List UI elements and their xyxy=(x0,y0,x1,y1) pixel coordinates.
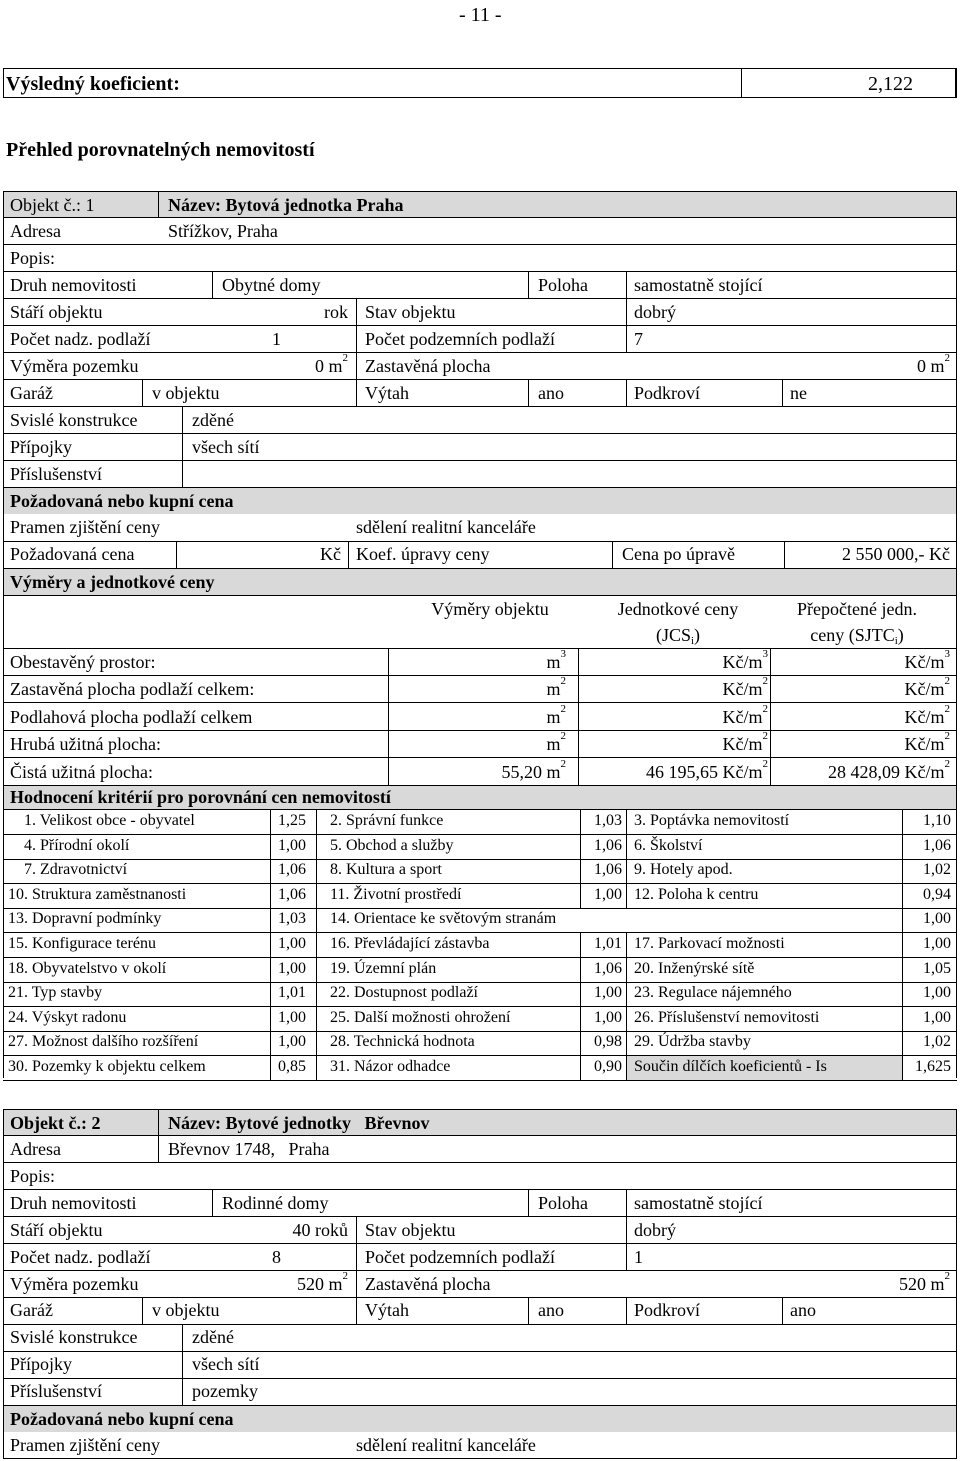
krit-label: 4. Přírodní okolí xyxy=(24,837,130,854)
stav-label: Stav objektu xyxy=(365,302,456,322)
krit-label: 7. Zdravotnictví xyxy=(24,861,128,878)
vymery-row-area: $m^2$ xyxy=(546,730,566,754)
prisl-label: Příslušenství xyxy=(10,464,103,484)
nadz-value: 1 xyxy=(272,329,281,349)
podz-value: 7 xyxy=(634,329,643,349)
krit-label: 26. Příslušenství nemovitosti xyxy=(634,1009,820,1026)
krit-label: 9. Hotely apod. xyxy=(634,861,733,878)
krit-label: 20. Inženýrské sítě xyxy=(634,960,755,977)
pripojky-label: Přípojky xyxy=(10,437,73,457)
podkrovi-value: ne xyxy=(790,383,807,403)
poloha-label: Poloha xyxy=(538,275,589,295)
pozemek-value: 0 $m^2$ xyxy=(314,352,348,376)
podz2-label: Počet podzemních podlaží xyxy=(365,1247,555,1267)
krit-value: 1,03 xyxy=(278,910,306,927)
krit-label: 5. Obchod a služby xyxy=(330,837,454,854)
pripojky2-label: Přípojky xyxy=(10,1354,73,1374)
krit-label: 1. Velikost obce - obyvatel xyxy=(24,812,195,829)
krit-value: 1,06 xyxy=(278,861,306,878)
poloha-value: samostatně stojící xyxy=(634,275,763,295)
cena-head: Požadovaná nebo kupní cena xyxy=(10,491,234,511)
druh-value: Obytné domy xyxy=(222,275,321,295)
krit-label: 19. Územní plán xyxy=(330,960,437,977)
krit-label: 30. Pozemky k objektu celkem xyxy=(8,1058,206,1075)
krit-value: 0,94 xyxy=(923,886,951,903)
krit-value: 0,98 xyxy=(594,1033,622,1050)
page-number: - 11 - xyxy=(459,4,502,26)
stari-value: rok xyxy=(324,302,348,322)
poloha2-label: Poloha xyxy=(538,1193,589,1213)
krit-label: 14. Orientace ke světovým stranám xyxy=(330,910,557,927)
pramen2-value: sdělení realitní kanceláře xyxy=(356,1435,536,1455)
svisle-value: zděné xyxy=(192,410,234,430)
krit-label: 3. Poptávka nemovitostí xyxy=(634,812,790,829)
krit-value: 1,06 xyxy=(923,837,951,854)
podkrovi-label: Podkroví xyxy=(634,383,701,403)
vymery-row-sjtc: $Kč/m^2$ xyxy=(904,675,950,699)
pramen-label: Pramen zjištění ceny xyxy=(10,517,160,537)
krit-value: 1,02 xyxy=(923,1033,951,1050)
krit-value: 1,00 xyxy=(278,935,306,952)
krit-value: 1,00 xyxy=(278,1033,306,1050)
object-1-name: Název: Bytová jednotka Praha xyxy=(168,195,404,215)
pozemek2-label: Výměra pozemku xyxy=(10,1274,139,1294)
kc-unit: Kč xyxy=(320,544,341,564)
object-2-header xyxy=(3,1109,957,1135)
krit-value: 1,01 xyxy=(594,935,622,952)
vytah-label: Výtah xyxy=(365,383,409,403)
po-uprave-label: Cena po úpravě xyxy=(622,544,735,564)
krit-value: 1,00 xyxy=(278,1009,306,1026)
krit-label: 25. Další možnosti ohrožení xyxy=(330,1009,511,1026)
krit-value: 1,00 xyxy=(923,984,951,1001)
col-pj-1: Přepočtené jedn. xyxy=(797,599,917,619)
vytah2-value: ano xyxy=(538,1300,564,1320)
zastav-value: 0 $m^2$ xyxy=(916,352,950,376)
krit-label: 23. Regulace nájemného xyxy=(634,984,792,1001)
vymery-row-jcs: 46 195,65 $Kč/m^2$ xyxy=(646,758,768,782)
krit-value: 0,90 xyxy=(594,1058,622,1075)
prisl2-label: Příslušenství xyxy=(10,1381,103,1401)
popis2-label: Popis: xyxy=(10,1166,56,1186)
garaz2-value: v objektu xyxy=(152,1300,220,1320)
krit-value: 1,03 xyxy=(594,812,622,829)
krit-value: 1,00 xyxy=(923,1009,951,1026)
pozemek-label: Výměra pozemku xyxy=(10,356,139,376)
vymery-row-sjtc: $Kč/m^3$ xyxy=(904,648,950,672)
krit-label: 31. Názor odhadce xyxy=(330,1058,451,1075)
vytah-value: ano xyxy=(538,383,564,403)
col-jc-1: Jednotkové ceny xyxy=(617,599,739,619)
krit-value: 1,00 xyxy=(594,1009,622,1026)
svisle-label: Svislé konstrukce xyxy=(10,410,138,430)
vymery-row-label: Obestavěný prostor: xyxy=(10,652,156,672)
col-jc-2: $(JCS_i)$ xyxy=(655,625,701,647)
object-2-number: Objekt č.: 2 xyxy=(10,1113,101,1133)
vymery-row-jcs: $Kč/m^3$ xyxy=(722,648,768,672)
podkrovi2-value: ano xyxy=(790,1300,816,1320)
vymery-row-area: $m^2$ xyxy=(546,675,566,699)
adresa2-label: Adresa xyxy=(10,1139,61,1159)
podz2-value: 1 xyxy=(634,1247,643,1267)
stari2-label: Stáří objektu xyxy=(10,1220,103,1240)
krit-value: 1,06 xyxy=(594,837,622,854)
stav-value: dobrý xyxy=(634,302,676,322)
result-value: 2,122 xyxy=(868,73,913,95)
pozad-label: Požadovaná cena xyxy=(10,544,135,564)
krit-value: 1,00 xyxy=(278,837,306,854)
krit-label: 28. Technická hodnota xyxy=(330,1033,475,1050)
stari-label: Stáří objektu xyxy=(10,302,103,322)
pripojky-value: všech sítí xyxy=(192,437,260,457)
popis-label: Popis: xyxy=(10,248,56,268)
zastav-label: Zastavěná plocha xyxy=(365,356,491,376)
result-label: Výsledný koeficient: xyxy=(6,73,180,95)
object-1-header xyxy=(3,191,957,217)
vymery-row-jcs: $Kč/m^2$ xyxy=(722,703,768,727)
pramen-value: sdělení realitní kanceláře xyxy=(356,517,536,537)
vymery-row-sjtc: $Kč/m^2$ xyxy=(904,730,950,754)
krit-value: 1,00 xyxy=(594,886,622,903)
krit-head: Hodnocení kritérií pro porovnání cen nemovitostí xyxy=(10,787,391,807)
krit-label: 8. Kultura a sport xyxy=(330,861,442,878)
garaz-value: v objektu xyxy=(152,383,220,403)
krit-value: 1,00 xyxy=(923,935,951,952)
adresa2-value: Břevnov 1748, Praha xyxy=(168,1139,330,1159)
vymery-row-sjtc: $Kč/m^2$ xyxy=(904,703,950,727)
vymery-row-label: Podlahová plocha podlaží celkem xyxy=(10,707,253,727)
krit-label: Součin dílčích koeficientů - Is xyxy=(634,1058,827,1075)
krit-label: 10. Struktura zaměstnanosti xyxy=(8,886,187,903)
vymery-row-label: Zastavěná plocha podlaží celkem: xyxy=(10,679,255,699)
krit-label: 16. Převládající zástavba xyxy=(330,935,490,952)
druh-label: Druh nemovitosti xyxy=(10,275,137,295)
krit-label: 11. Životní prostředí xyxy=(330,886,462,903)
col-pj-2: ceny $(SJTC_i)$ xyxy=(810,625,904,647)
krit-label: 27. Možnost dalšího rozšíření xyxy=(8,1033,199,1050)
vymery-row-area: $m^3$ xyxy=(546,648,566,672)
vymery-row-label: Čistá užitná plocha: xyxy=(10,762,153,782)
stav2-value: dobrý xyxy=(634,1220,676,1240)
krit-value: 1,625 xyxy=(915,1058,951,1075)
stav2-label: Stav objektu xyxy=(365,1220,456,1240)
stari2-value: 40 roků xyxy=(292,1220,348,1240)
podz-label: Počet podzemních podlaží xyxy=(365,329,555,349)
svisle2-value: zděné xyxy=(192,1327,234,1347)
krit-label: 12. Poloha k centru xyxy=(634,886,759,903)
krit-label: 13. Dopravní podmínky xyxy=(8,910,162,927)
pozemek2-value: 520 $m^2$ xyxy=(296,1270,348,1294)
koef-label: Koef. úpravy ceny xyxy=(356,544,490,564)
object-1-number: Objekt č.: 1 xyxy=(10,195,95,215)
garaz-label: Garáž xyxy=(10,383,53,403)
col-vymery: Výměry objektu xyxy=(431,599,549,619)
garaz2-label: Garáž xyxy=(10,1300,53,1320)
vymery-row-area: $m^2$ xyxy=(546,703,566,727)
pripojky2-value: všech sítí xyxy=(192,1354,260,1374)
krit-value: 1,06 xyxy=(594,960,622,977)
prisl2-value: pozemky xyxy=(192,1381,258,1401)
krit-label: 22. Dostupnost podlaží xyxy=(330,984,478,1001)
adresa-value: Střížkov, Praha xyxy=(168,221,278,241)
druh2-label: Druh nemovitosti xyxy=(10,1193,137,1213)
nadz-label: Počet nadz. podlaží xyxy=(10,329,151,349)
krit-label: 29. Údržba stavby xyxy=(634,1033,751,1050)
druh2-value: Rodinné domy xyxy=(222,1193,329,1213)
krit-value: 1,10 xyxy=(923,812,951,829)
vymery-row-area: 55,20 $m^2$ xyxy=(501,758,566,782)
po-uprave-value: 2 550 000,- Kč xyxy=(842,544,950,564)
vymery-row-jcs: $Kč/m^2$ xyxy=(722,675,768,699)
vymery-row-jcs: $Kč/m^2$ xyxy=(722,730,768,754)
krit-value: 1,00 xyxy=(278,960,306,977)
zastav2-label: Zastavěná plocha xyxy=(365,1274,491,1294)
section-title: Přehled porovnatelných nemovitostí xyxy=(6,139,315,161)
pramen2-label: Pramen zjištění ceny xyxy=(10,1435,160,1455)
krit-label: 6. Školství xyxy=(634,837,703,854)
svisle2-label: Svislé konstrukce xyxy=(10,1327,138,1347)
krit-value: 0,85 xyxy=(278,1058,306,1075)
krit-label: 18. Obyvatelstvo v okolí xyxy=(8,960,167,977)
vytah2-label: Výtah xyxy=(365,1300,409,1320)
krit-label: 2. Správní funkce xyxy=(330,812,444,829)
adresa-label: Adresa xyxy=(10,221,61,241)
krit-label: 17. Parkovací možnosti xyxy=(634,935,785,952)
krit-value: 1,00 xyxy=(923,910,951,927)
krit-value: 1,06 xyxy=(594,861,622,878)
podkrovi2-label: Podkroví xyxy=(634,1300,701,1320)
zastav2-value: 520 $m^2$ xyxy=(898,1270,950,1294)
cena2-head: Požadovaná nebo kupní cena xyxy=(10,1409,234,1429)
nadz2-label: Počet nadz. podlaží xyxy=(10,1247,151,1267)
krit-label: 21. Typ stavby xyxy=(8,984,103,1001)
vymery-row-sjtc: 28 428,09 $Kč/m^2$ xyxy=(828,758,950,782)
krit-label: 24. Výskyt radonu xyxy=(8,1009,127,1026)
nadz2-value: 8 xyxy=(272,1247,281,1267)
vymery-head: Výměry a jednotkové ceny xyxy=(10,572,215,592)
krit-value: 1,02 xyxy=(923,861,951,878)
krit-value: 1,00 xyxy=(594,984,622,1001)
krit-value: 1,05 xyxy=(923,960,951,977)
krit-label: 15. Konfigurace terénu xyxy=(8,935,156,952)
object-2-name: Název: Bytové jednotky Břevnov xyxy=(168,1113,430,1133)
krit-value: 1,25 xyxy=(278,812,306,829)
vymery-row-label: Hrubá užitná plocha: xyxy=(10,734,161,754)
krit-value: 1,01 xyxy=(278,984,306,1001)
krit-value: 1,06 xyxy=(278,886,306,903)
poloha2-value: samostatně stojící xyxy=(634,1193,763,1213)
